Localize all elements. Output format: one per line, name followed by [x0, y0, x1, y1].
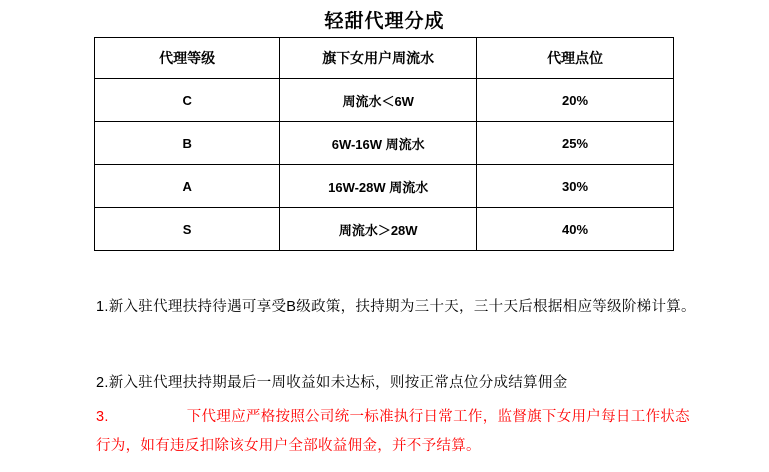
cell-level: S — [95, 208, 280, 251]
column-header-level: 代理等级 — [95, 38, 280, 79]
note-item-2: 2.新入驻代理扶持期最后一周收益如未达标，则按正常点位分成结算佣金 — [96, 375, 568, 391]
cell-rate: 40% — [477, 208, 674, 251]
table-row — [95, 165, 674, 208]
cell-weekly-flow: 16W-28W 周流水 — [280, 165, 477, 208]
note-item-3 — [96, 403, 696, 461]
column-header-rate: 代理点位 — [477, 38, 674, 79]
column-header-weekly-flow: 旗下女用户周流水 — [280, 38, 477, 79]
cell-weekly-flow: 周流水＞28W — [280, 208, 477, 251]
table-row — [95, 79, 674, 122]
table-row — [95, 122, 674, 165]
table-row — [95, 208, 674, 251]
commission-rate-table — [94, 37, 674, 251]
cell-weekly-flow: 6W-16W 周流水 — [280, 122, 477, 165]
table-header-row — [95, 38, 674, 79]
cell-level: C — [95, 79, 280, 122]
cell-level: A — [95, 165, 280, 208]
page-title: 轻甜代理分成 — [324, 11, 445, 32]
note-3-number: 3. — [96, 409, 109, 425]
cell-rate: 25% — [477, 122, 674, 165]
note-item-1: 1.新入驻代理扶持待遇可享受B级政策，扶持期为三十天，三十天后根据相应等级阶梯计算。 — [96, 299, 696, 315]
cell-rate: 20% — [477, 79, 674, 122]
cell-rate: 30% — [477, 165, 674, 208]
cell-weekly-flow: 周流水＜6W — [280, 79, 477, 122]
note-3-text: 下代理应严格按照公司统一标准执行日常工作，监督旗下女用户每日工作状态行为，如有违反扣除该女用户全部收益佣金，并不予结算。 — [96, 409, 690, 454]
cell-level: B — [95, 122, 280, 165]
